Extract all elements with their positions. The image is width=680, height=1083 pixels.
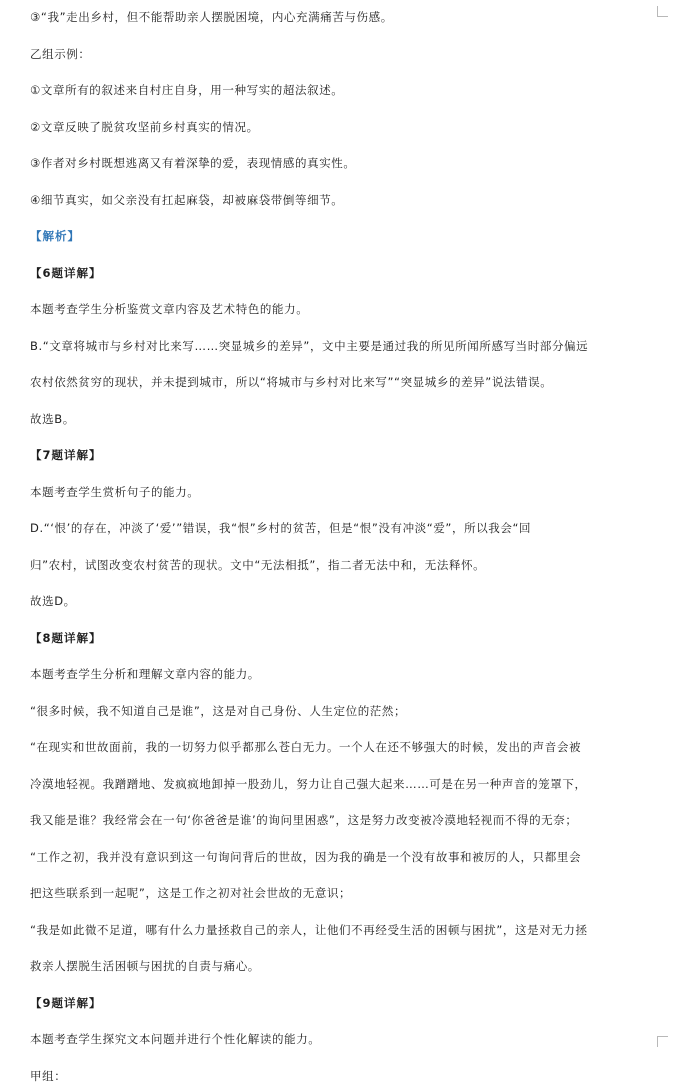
- answer-line: ②文章反映了脱贫攻坚前乡村真实的情况。: [30, 119, 259, 134]
- explanation-line: “工作之初，我并没有意识到这一句询问背后的世故，因为我的确是一个没有故事和被厉的人，只都里会: [30, 849, 582, 864]
- question-heading: 【7题详解】: [30, 448, 102, 462]
- question-heading: 【8题详解】: [30, 630, 102, 645]
- explanation-line: 本题考查学生赏析句子的能力。: [30, 484, 200, 499]
- group-label: 甲组：: [30, 1068, 67, 1083]
- answer-line: ①文章所有的叙述来自村庄自身，用一种写实的超法叙述。: [30, 83, 344, 97]
- analysis-heading: 【解析】: [30, 229, 80, 243]
- explanation-line: 本题考查学生探究文本问题并进行个性化解读的能力。: [30, 1032, 321, 1046]
- answer-line: ③“我”走出乡村，但不能帮助亲人摆脱困境，内心充满痛苦与伤感。: [30, 10, 393, 24]
- group-label: 乙组示例：: [30, 46, 91, 61]
- answer-line: ④细节真实，如父亲没有扛起麻袋，却被麻袋带倒等细节。: [30, 192, 344, 207]
- explanation-line: B.“文章将城市与乡村对比来写……突显城乡的差异”，文中主要是通过我的所见所闻所感写当时部分偏远: [30, 338, 589, 353]
- explanation-line: 归”农村，试图改变农村贫苦的现状。文中“无法相抵”，指二者无法中和，无法释怀。: [30, 557, 486, 572]
- answer-choice: 故选D。: [30, 594, 76, 608]
- explanation-line: D.“‘恨’的存在，冲淡了‘爱’”错误，我“恨”乡村的贫苦，但是“恨”没有冲淡“爱”，所以我会“回: [30, 521, 532, 535]
- explanation-line: “在现实和世故面前，我的一切努力似乎都那么苍白无力。一个人在还不够强大的时候，发出的声音会被: [30, 740, 582, 754]
- document-body: [30, 11, 660, 1083]
- explanation-line: 农村依然贫穷的现状，并未提到城市，所以“将城市与乡村对比来写”“突显城乡的差异”说法错误。: [30, 375, 553, 389]
- question-heading: 【6题详解】: [30, 265, 102, 280]
- question-heading: 【9题详解】: [30, 995, 102, 1010]
- explanation-line: “我是如此微不足道，哪有什么力量拯救自己的亲人，让他们不再经受生活的困顿与困扰”，这是对无力拯: [30, 922, 588, 937]
- explanation-line: 我又能是谁？我经常会在一句‘你爸爸是谁’的询问里困惑”，这是努力改变被冷漠地轻视而不得的无奈；: [30, 813, 578, 827]
- explanation-line: 冷漠地轻视。我蹭蹭地、发疯疯地卸掉一股劲儿，努力让自己强大起来……可是在另一种声音的笼罩下，: [30, 776, 587, 791]
- explanation-line: 救亲人摆脱生活困顿与困扰的自责与痛心。: [30, 959, 260, 973]
- explanation-line: 本题考查学生分析和理解文章内容的能力。: [30, 667, 260, 681]
- explanation-line: “很多时候，我不知道自己是谁”，这是对自己身份、人生定位的茫然；: [30, 703, 407, 718]
- answer-choice: 故选B。: [30, 411, 75, 426]
- explanation-line: 本题考查学生分析鉴赏文章内容及艺术特色的能力。: [30, 302, 309, 316]
- answer-line: ③作者对乡村既想逃离又有着深挚的爱，表现情感的真实性。: [30, 156, 356, 170]
- explanation-line: 把这些联系到一起呢”，这是工作之初对社会世故的无意识；: [30, 886, 352, 900]
